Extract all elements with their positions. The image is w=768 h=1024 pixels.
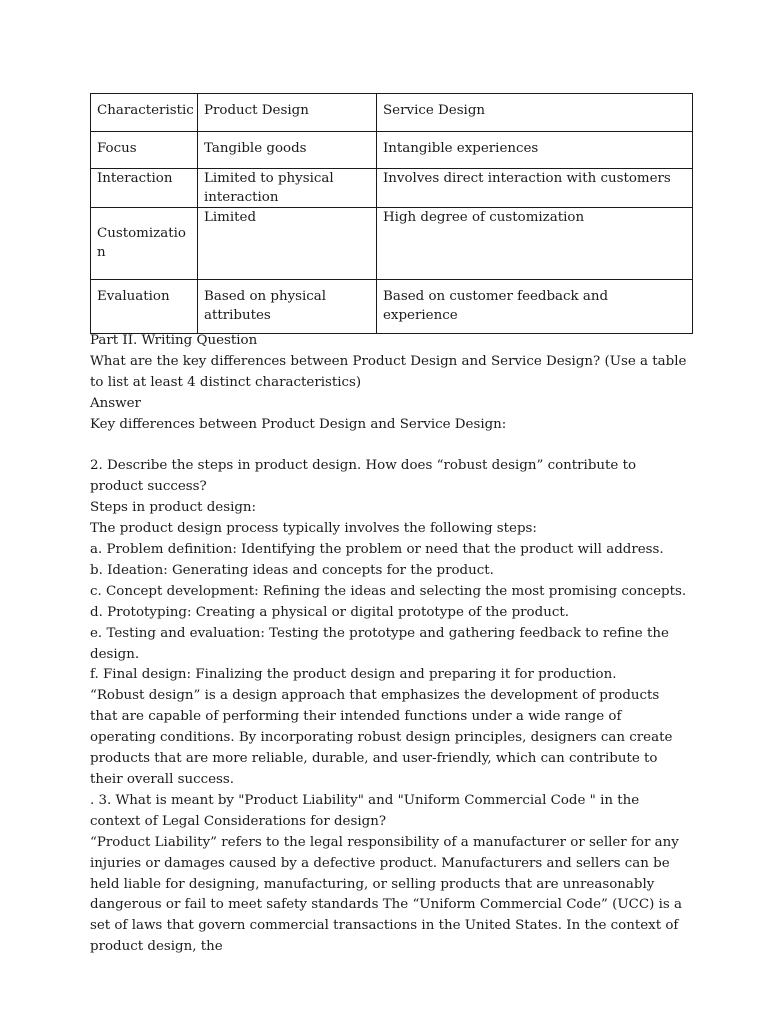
step-item: a. Problem definition: Identifying the problem or need that the product will address. bbox=[90, 542, 664, 558]
question-1: What are the key differences between Product Design and Service Design? (Use a table to list at least 4 distinct characteristics) bbox=[90, 353, 687, 390]
table-cell: Interaction bbox=[91, 169, 198, 208]
table-row bbox=[91, 208, 693, 280]
table-row bbox=[91, 280, 693, 334]
steps-heading: Steps in product design: bbox=[90, 500, 257, 516]
table-row bbox=[91, 169, 693, 208]
table-cell: Limited to physical interaction bbox=[198, 169, 377, 208]
comparison-table bbox=[90, 93, 693, 334]
table-cell: Evaluation bbox=[91, 280, 198, 334]
part-title: Part II. Writing Question bbox=[90, 333, 258, 348]
body-text bbox=[90, 331, 690, 958]
liability-paragraph: “Product Liability” refers to the legal responsibility of a manufacturer or seller for any injuries or damages caused by a defective product. Manufacturers and sellers can be held liable for designing, manufacturing, or selling products that are unreasonably dangerous or fail to meet safety standards The “Uniform Commercial Code” (UCC) is a set of laws that govern commercial transactions in the United States. In the context of product design, the bbox=[90, 834, 682, 955]
step-item: d. Prototyping: Creating a physical or digital prototype of the product. bbox=[90, 604, 569, 620]
table-cell: Based on physical attributes bbox=[198, 280, 377, 334]
table-cell: Focus bbox=[91, 132, 198, 169]
table-cell: Customization bbox=[91, 208, 198, 280]
step-item: b. Ideation: Generating ideas and concepts for the product. bbox=[90, 562, 494, 578]
step-item: f. Final design: Finalizing the product design and preparing it for production. bbox=[90, 667, 617, 683]
robust-design-paragraph: “Robust design” is a design approach that emphasizes the development of products that are capable of performing their intended functions under a wide range of operating conditions. By incorporating robust design principles, designers can create products that are more reliable, durable, and user-friendly, which can contribute to their overall success. bbox=[90, 688, 673, 788]
question-2: 2. Describe the steps in product design. How does “robust design” contribute to product success? bbox=[90, 458, 637, 495]
key-differences-line: Key differences between Product Design and Service Design: bbox=[90, 416, 507, 432]
table-cell: Characteristic bbox=[91, 94, 198, 132]
table-cell: Service Design bbox=[377, 94, 693, 132]
step-item: c. Concept development: Refining the ideas and selecting the most promising concepts. bbox=[90, 583, 687, 599]
table-row bbox=[91, 132, 693, 169]
blank-line bbox=[90, 436, 690, 457]
table-cell: High degree of customization bbox=[377, 208, 693, 280]
step-item: e. Testing and evaluation: Testing the prototype and gathering feedback to refine the design. bbox=[90, 625, 669, 662]
question-3: . 3. What is meant by "Product Liability" and "Uniform Commercial Code " in the context of Legal Considerations for design? bbox=[90, 792, 640, 829]
table-header-row bbox=[91, 94, 693, 132]
table-cell: Based on customer feedback and experience bbox=[377, 280, 693, 334]
answer-label: Answer bbox=[90, 395, 141, 411]
steps-intro: The product design process typically involves the following steps: bbox=[90, 521, 537, 537]
table-cell: Involves direct interaction with customers bbox=[377, 169, 693, 208]
table-cell: Intangible experiences bbox=[377, 132, 693, 169]
table-cell: Limited bbox=[198, 208, 377, 280]
table-cell: Product Design bbox=[198, 94, 377, 132]
table-cell: Tangible goods bbox=[198, 132, 377, 169]
